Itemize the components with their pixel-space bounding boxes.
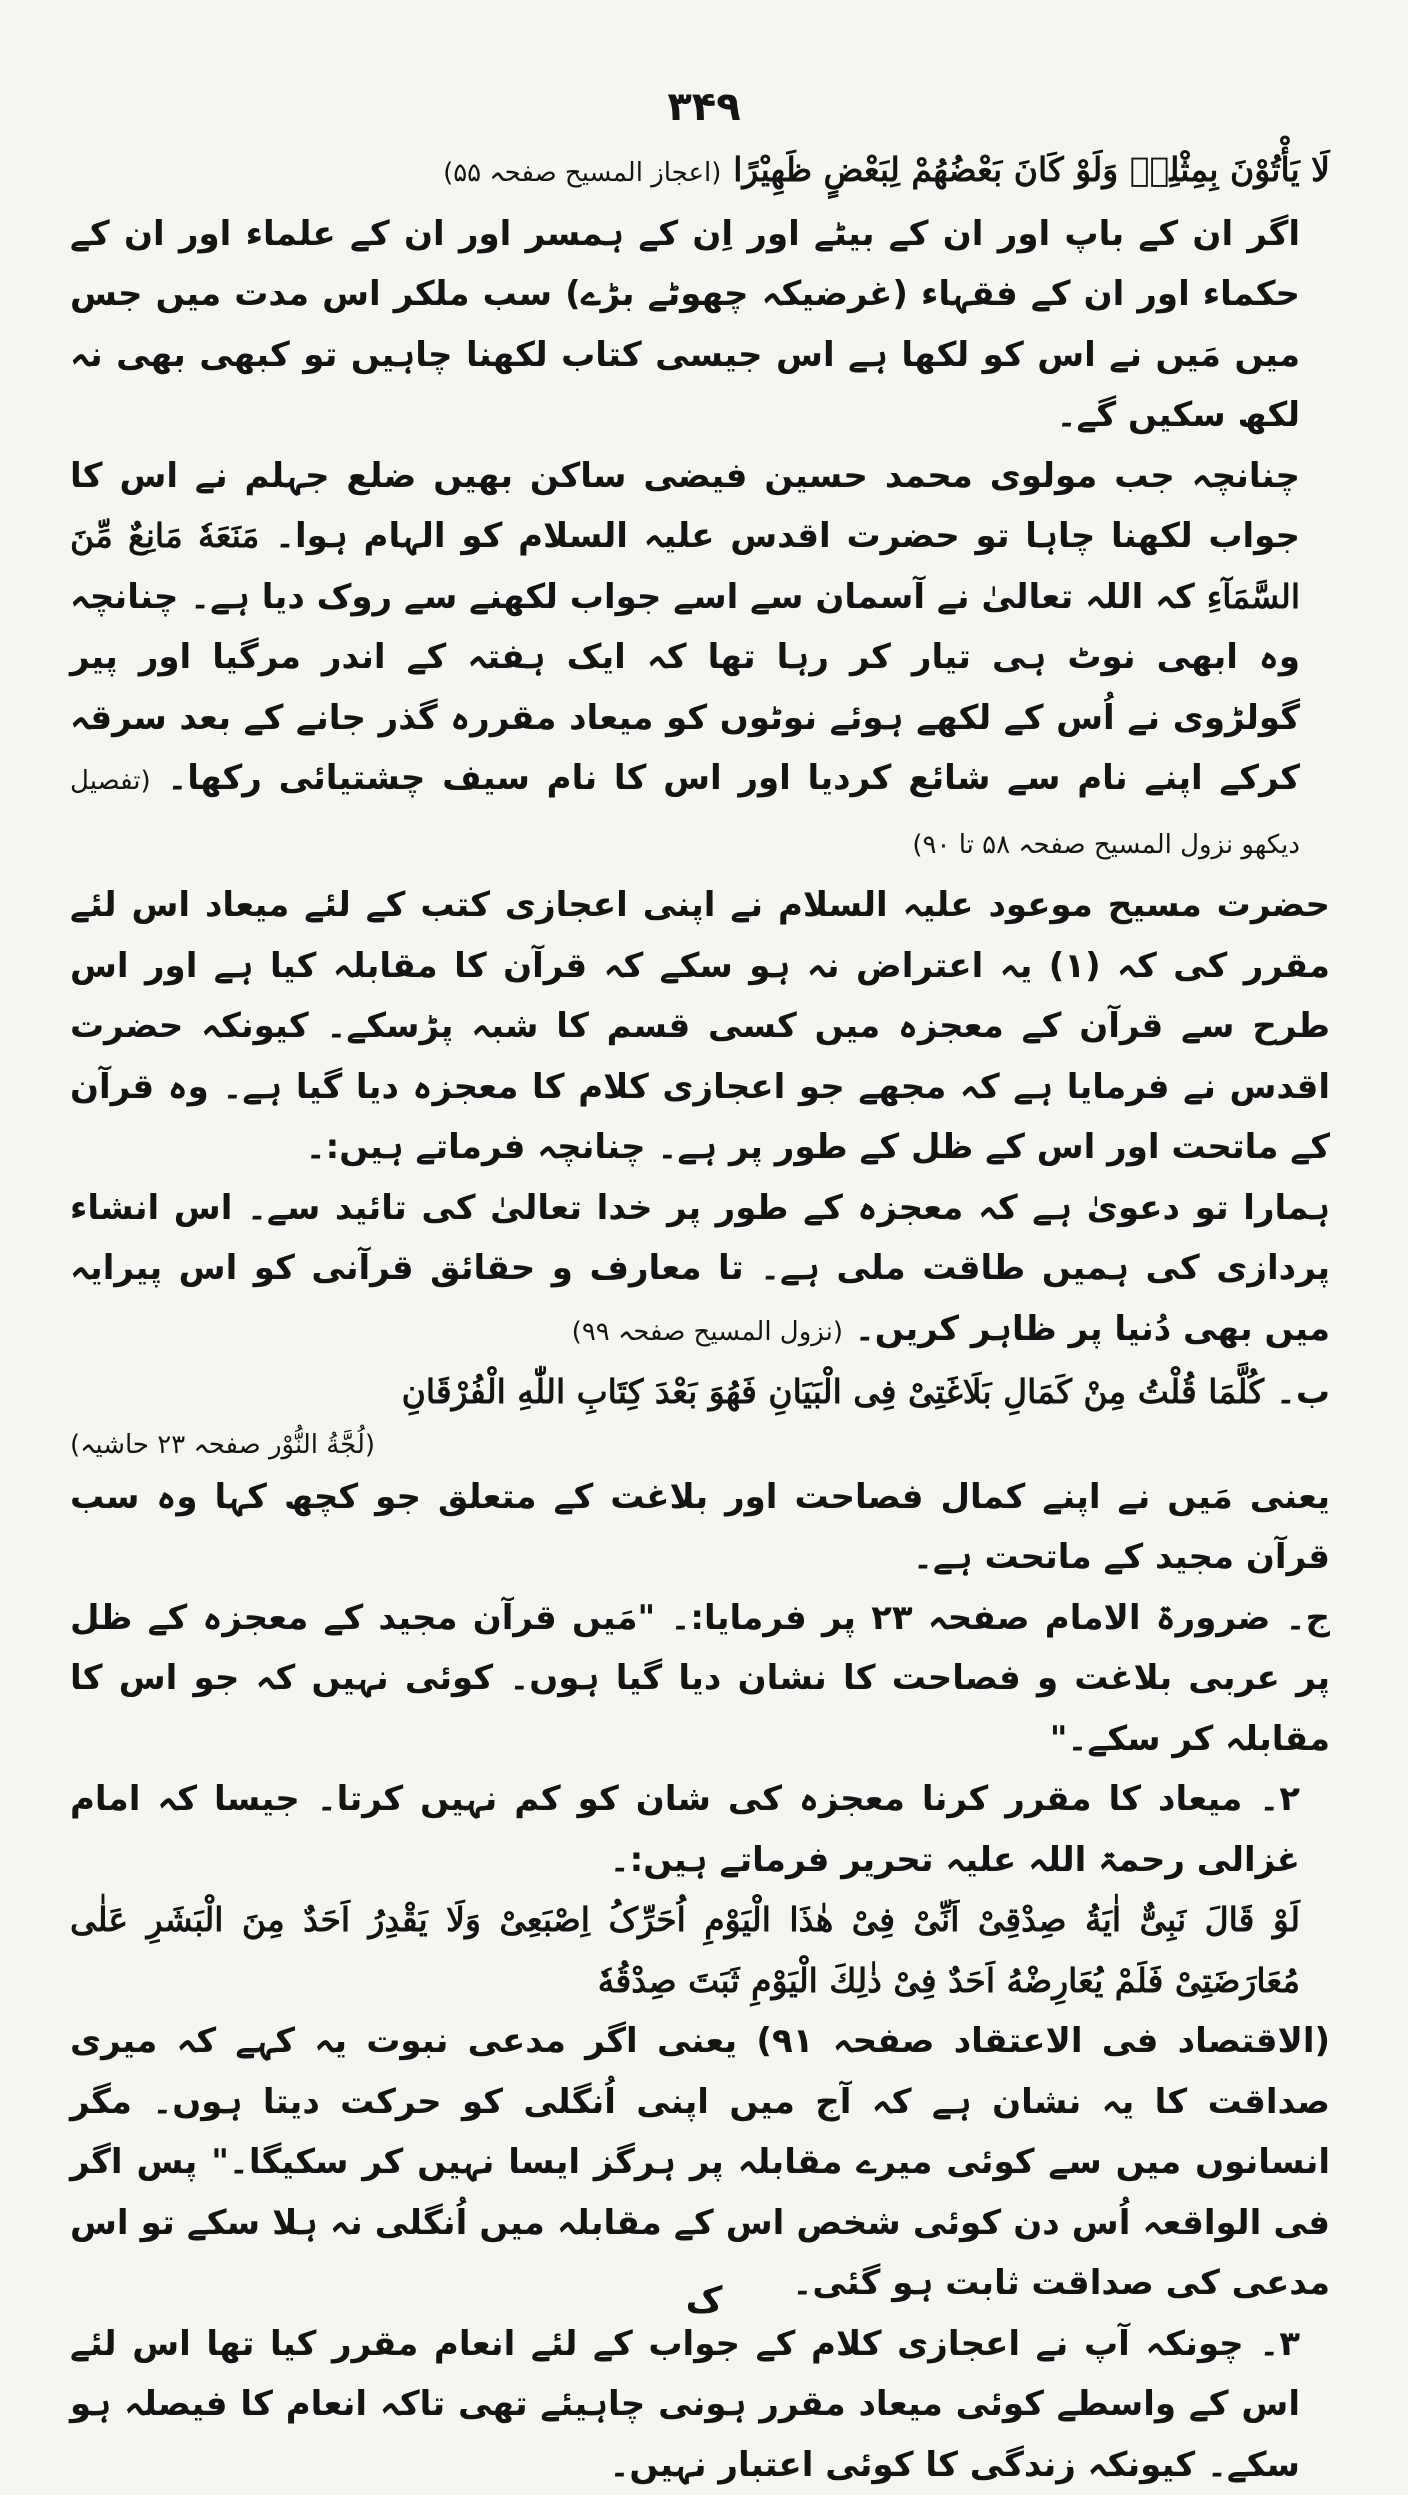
arabic-quote-3 xyxy=(70,1890,1330,2011)
reference-1: (اعجاز المسیح صفحہ ۵۵) xyxy=(443,158,721,188)
page-number: ۳۴۹ xyxy=(0,84,1408,130)
reference-4: (لُجَّةُ النُّوْر صفحہ ۲۳ حاشیہ) xyxy=(70,1423,1330,1467)
paragraph-4: حضرت مسیح موعود علیہ السلام نے اپنی اعجازی کتب کے لئے میعاد اس لئے مقرر کی کہ (۱) یہ اعتراض نہ ہو سکے کہ قرآن کا مقابلہ کیا ہے اور اس طرح سے قرآن کے معجزہ میں کسی قسم کا شبہ پڑسکے۔ کیونکہ حضرت اقدس نے فرمایا ہے کہ مجھے جو اعجازی کلام کا معجزہ دیا گیا ہے۔ وہ قرآن کے ماتحت اور اس کے ظل کے طور پر ہے۔ چنانچہ فرماتے ہیں:۔ xyxy=(70,875,1330,1178)
arabic-quote-2: کُلَّمَا قُلْتُ مِنْ کَمَالِ بَلَاغَتِیْ فِی الْبَیَانِ فَهُوَ بَعْدَ کِتَابِ اللّٰهِ الْفُرْقَانِ xyxy=(402,1372,1264,1411)
paragraph-5 xyxy=(70,1178,1330,1363)
paragraph-10: (الاقتصاد فی الاعتقاد صفحہ ۹۱) یعنی اگر مدعی نبوت یہ کہے کہ میری صداقت کا یہ نشان ہے کہ آج میں اپنی اُنگلی کو حرکت دیتا ہوں۔ مگر انسانوں میں سے کوئی میرے مقابلہ پر ہرگز ایسا نہیں کر سکیگا۔" پس اگر فی الواقعہ اُس دن کوئی شخص اس کے مقابلہ میں اُنگلی نہ ہلا سکے تو اس مدعی کی صداقت ثابت ہو گئی۔ xyxy=(70,2011,1330,2314)
page-body xyxy=(70,140,1330,2495)
paragraph-11: ۳۔ چونکہ آپ نے اعجازی کلام کے جواب کے لئے انعام مقرر کیا تھا اس لئے اس کے واسطے کوئی میعاد مقرر ہونی چاہیئے تھی تاکہ انعام کا فیصلہ ہو سکے۔ کیونکہ زندگی کا کوئی اعتبار نہیں۔ xyxy=(70,2314,1330,2495)
arabic-quote-1: لَا یَأْتُوْنَ بِمِثْلِهٖ وَلَوْ کَانَ بَعْضُهُمْ لِبَعْضٍ ظَهِیْرًا xyxy=(733,150,1330,189)
paragraph-3 xyxy=(70,446,1330,876)
paragraph-9: ۲۔ میعاد کا مقرر کرنا معجزہ کی شان کو کم نہیں کرتا۔ جیسا کہ امام غزالی رحمۃ اللہ علیہ تحریر فرماتے ہیں:۔ xyxy=(70,1769,1330,1890)
paragraph-3a: چنانچہ جب مولوی محمد حسین فیضی ساکن بھیں ضلع جہلم نے اس کا جواب لکھنا چاہا تو حضرت اقدس علیہ السلام کو الہام ہوا۔ xyxy=(70,456,1300,557)
arabic-ilham: مَنَعَهٗ مَانِعٌ مِّنَ السَّمَآءِ xyxy=(70,516,1300,616)
paragraph-6 xyxy=(70,1362,1330,1423)
paragraph-8: ج۔ ضرورۃ الامام صفحہ ۲۳ پر فرمایا:۔ "مَیں قرآن مجید کے معجزہ کے ظل پر عربی بلاغت و فصاحت کا نشان دیا گیا ہوں۔ کوئی نہیں کہ جو اس کا مقابلہ کر سکے۔" xyxy=(70,1588,1330,1770)
paragraph-2: اگر ان کے باپ اور ان کے بیٹے اور اِن کے ہمسر اور ان کے علماء اور ان کے حکماء اور ان کے فقہاء (غرضیکہ چھوٹے بڑے) سب ملکر اس مدت میں جس میں مَیں نے اس کو لکھا ہے اس جیسی کتاب لکھنا چاہیں تو کبھی بھی نہ لکھ سکیں گے۔ xyxy=(70,204,1330,446)
paragraph-5-text: ہمارا تو دعویٰ ہے کہ معجزہ کے طور پر خدا تعالیٰ کی تائید سے۔ اس انشاء پردازی کی ہمیں طاقت ملی ہے۔ تا معارف و حقائق قرآنی کو اس پیرایہ میں بھی دُنیا پر ظاہر کریں۔ xyxy=(70,1188,1330,1349)
arabic-quote-3-text: لَوْ قَالَ نَبِیٌّ اٰیَةُ صِدْقِیْ اَنِّیْ فِیْ هٰذَا الْیَوْمِ اُحَرِّکُ اِصْبَعِیْ وَلَا یَقْدِرُ اَحَدٌ مِنَ الْبَشَرِ عَلٰی مُعَارَضَتِیْ فَلَمْ یُعَارِضْهُ اَحَدٌ فِیْ ذٰلِكَ الْیَوْمِ ثَبَتَ صِدْقُهٗ xyxy=(70,1900,1300,2000)
paragraph-1 xyxy=(70,140,1330,204)
reference-2: (تفصیل دیکھو نزول المسیح صفحہ ۵۸ تا ۹۰) xyxy=(70,766,1300,860)
reference-3: (نزول المسیح صفحہ ۹۹) xyxy=(572,1317,843,1347)
item-label-b: ب۔ xyxy=(1276,1372,1330,1412)
footer-mark: ک xyxy=(0,2280,1408,2321)
paragraph-3b: کہ اللہ تعالیٰ نے آسمان سے اسے جواب لکھنے سے روک دیا ہے۔ چنانچہ وہ ابھی نوٹ ہی تیار کر رہا تھا کہ ایک ہفتہ کے اندر مرگیا اور پیر گولڑوی نے اُس کے لکھے ہوئے نوٹوں کو میعاد مقررہ گذر جانے کے بعد سرقہ کرکے اپنے نام سے شائع کردیا اور اس کا نام سیف چشتیائی رکھا۔ xyxy=(70,577,1300,799)
paragraph-7: یعنی مَیں نے اپنے کمال فصاحت اور بلاغت کے متعلق جو کچھ کہا وہ سب قرآن مجید کے ماتحت ہے۔ xyxy=(70,1467,1330,1588)
